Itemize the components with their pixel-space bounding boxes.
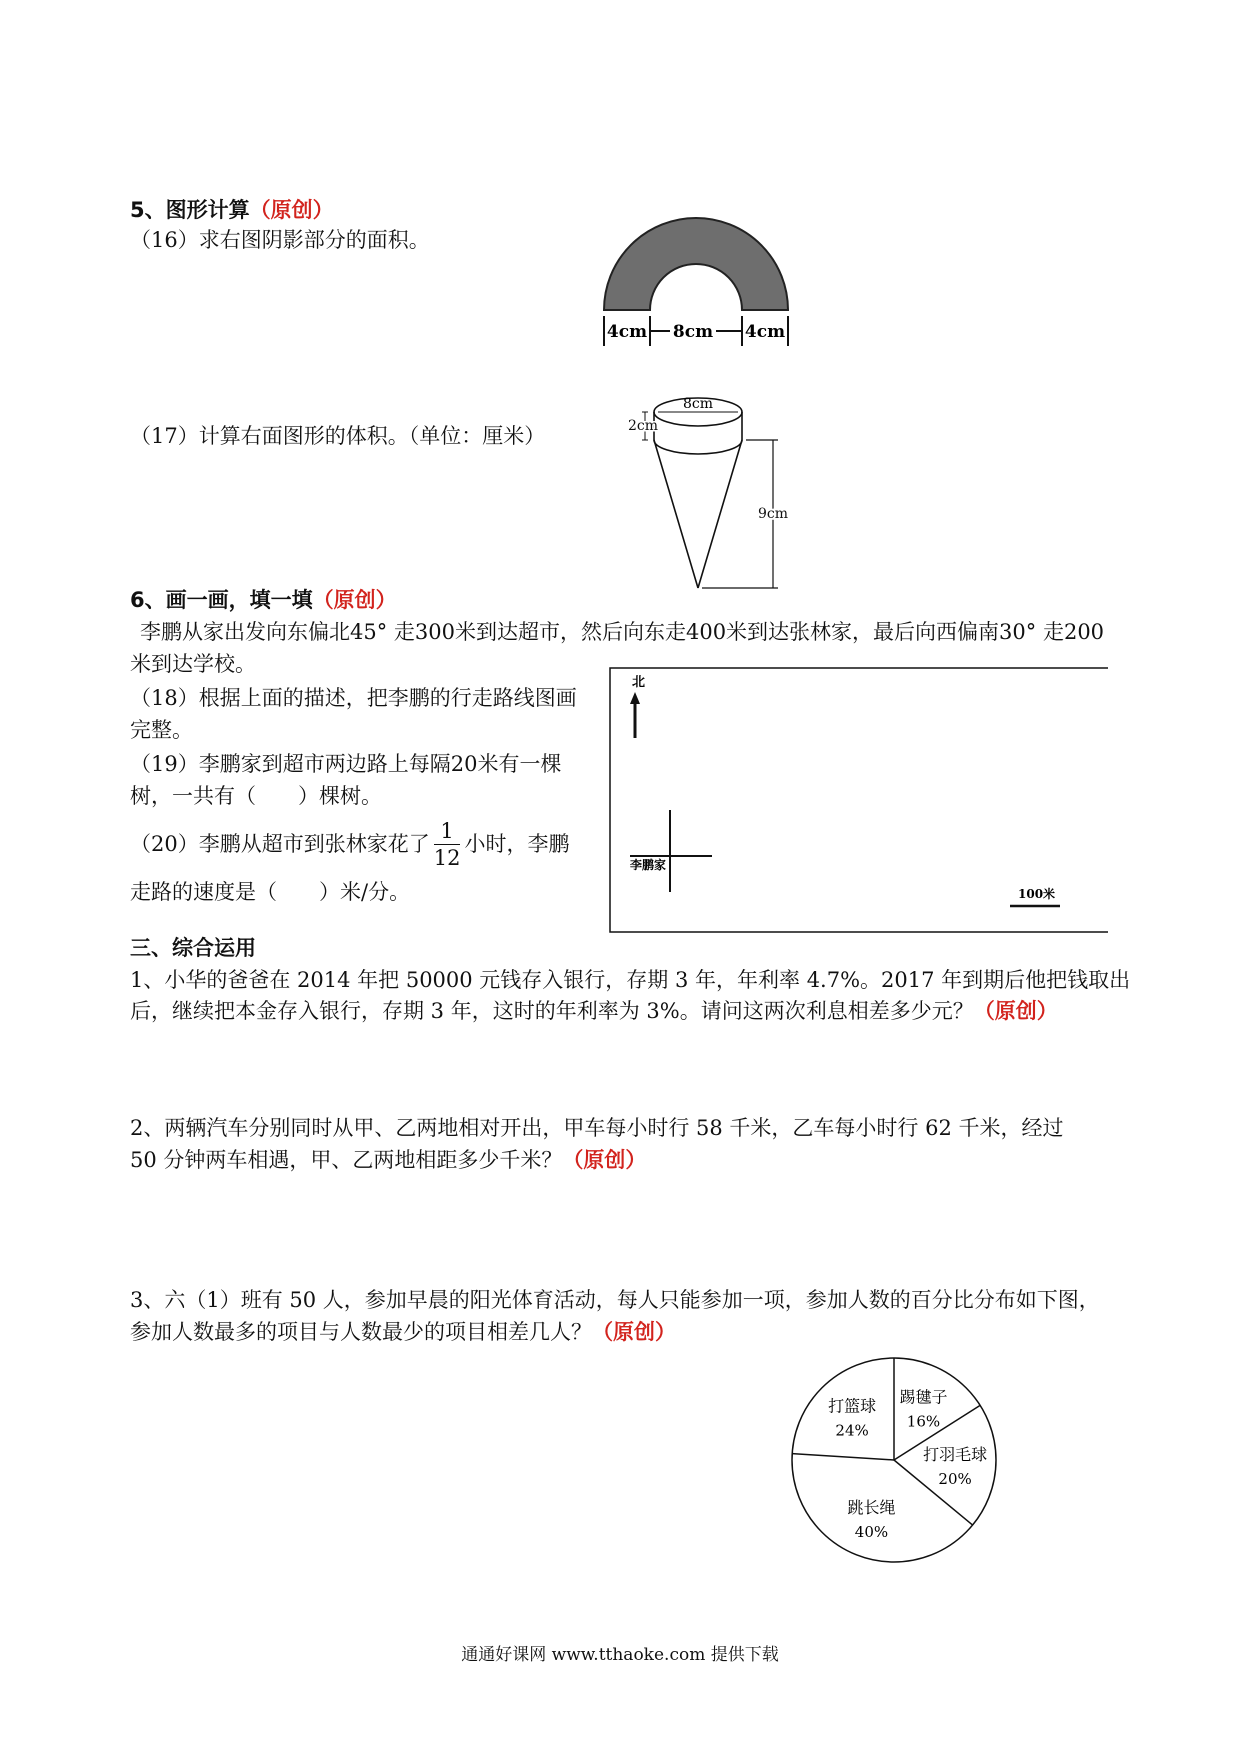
- dim-left: 4cm: [606, 322, 648, 342]
- dim-middle: 8cm: [672, 322, 714, 342]
- question-17: （17）计算右面图形的体积。（单位：厘米）: [130, 424, 546, 448]
- problem-2-text: 50 分钟两车相遇，甲、乙两地相距多少千米？: [130, 1148, 563, 1172]
- question-19-line2: 树，一共有（ ）棵树。: [130, 784, 382, 808]
- pie-label: 踢毽子: [899, 1387, 948, 1407]
- shaded-arch-figure: [598, 210, 798, 350]
- problem-1-line2: [130, 995, 1058, 1027]
- fraction: [434, 818, 461, 871]
- north-label: 北: [632, 675, 646, 690]
- dim-right: 4cm: [744, 322, 786, 342]
- problem-3-line2: [130, 1316, 676, 1348]
- pie-percent-label: 16%: [906, 1412, 941, 1431]
- problem-2-line1: 2、两辆汽车分别同时从甲、乙两地相对开出，甲车每小时行 58 千米，乙车每小时行 62 千米，经过: [130, 1116, 1064, 1140]
- problem-1-tag: （原创）: [973, 998, 1058, 1023]
- pie-percent-label: 20%: [938, 1469, 972, 1488]
- section5-heading: [130, 194, 334, 224]
- section6-tag: （原创）: [312, 588, 397, 612]
- dim-diameter: 8cm: [682, 396, 714, 412]
- part3-heading: 三、综合运用: [130, 936, 256, 960]
- problem-3-text: 参加人数最多的项目与人数最少的项目相差几人？: [130, 1320, 592, 1344]
- problem-3-tag: （原创）: [592, 1319, 676, 1344]
- section6-intro-line1: 李鹏从家出发向东偏北45° 走300米到达超市，然后向东走400米到达张林家，最后向西偏南30° 走200: [140, 620, 1105, 644]
- section6-heading: [130, 584, 397, 614]
- pie-label: 打篮球: [828, 1396, 877, 1416]
- route-map: [608, 666, 1110, 936]
- question-18-line2: 完整。: [130, 718, 193, 742]
- problem-2-line2: [130, 1144, 646, 1176]
- cylinder-cone-figure: [628, 394, 808, 594]
- dim-cylinder-height: 2cm: [628, 418, 659, 434]
- section6-title: 6、画一画，填一填: [130, 588, 313, 612]
- problem-3-line1: 3、六（1）班有 50 人，参加早晨的阳光体育活动，每人只能参加一项，参加人数的百分比分布如下图，: [130, 1288, 1100, 1312]
- problem-2-tag: （原创）: [562, 1147, 647, 1172]
- fraction-numerator: 1: [434, 818, 461, 845]
- scale-label: 100米: [1018, 887, 1056, 901]
- shaded-arch: [604, 218, 788, 310]
- footer: 通通好课网 www.tthaoke.com 提供下载: [461, 1645, 779, 1665]
- section5-tag: （原创）: [249, 198, 334, 222]
- question-20-post: 小时，李鹏: [464, 832, 570, 856]
- pie-label: 跳长绳: [847, 1497, 896, 1517]
- dim-cone-height: 9cm: [757, 506, 789, 522]
- question-16: （16）求右图阴影部分的面积。: [130, 228, 430, 252]
- fraction-denominator: 12: [433, 845, 461, 870]
- question-18-line1: （18）根据上面的描述，把李鹏的行走路线图画: [130, 686, 577, 710]
- question-20-pre: （20）李鹏从超市到张林家花了: [130, 832, 430, 856]
- pie-percent-label: 40%: [854, 1522, 889, 1541]
- problem-1-line1: 1、小华的爸爸在 2014 年把 50000 元钱存入银行，存期 3 年，年利率 4.7%。2017 年到期后他把钱取出: [130, 968, 1131, 992]
- question-20-line2: 走路的速度是（ ）米/分。: [130, 880, 411, 904]
- question-20-line1: [130, 814, 569, 874]
- section6-intro-line2: 米到达学校。: [130, 652, 256, 676]
- section5-title: 5、图形计算: [130, 198, 250, 222]
- problem-1-text: 后，继续把本金存入银行，存期 3 年，这时的年利率为 3%。请问这两次利息相差多少元？: [130, 999, 974, 1023]
- pie-label: 打羽毛球: [923, 1444, 988, 1464]
- home-label: 李鹏家: [630, 858, 667, 872]
- activity-pie-chart: [784, 1350, 1004, 1570]
- question-19-line1: （19）李鹏家到超市两边路上每隔20米有一棵: [130, 752, 562, 776]
- pie-percent-label: 24%: [835, 1421, 869, 1440]
